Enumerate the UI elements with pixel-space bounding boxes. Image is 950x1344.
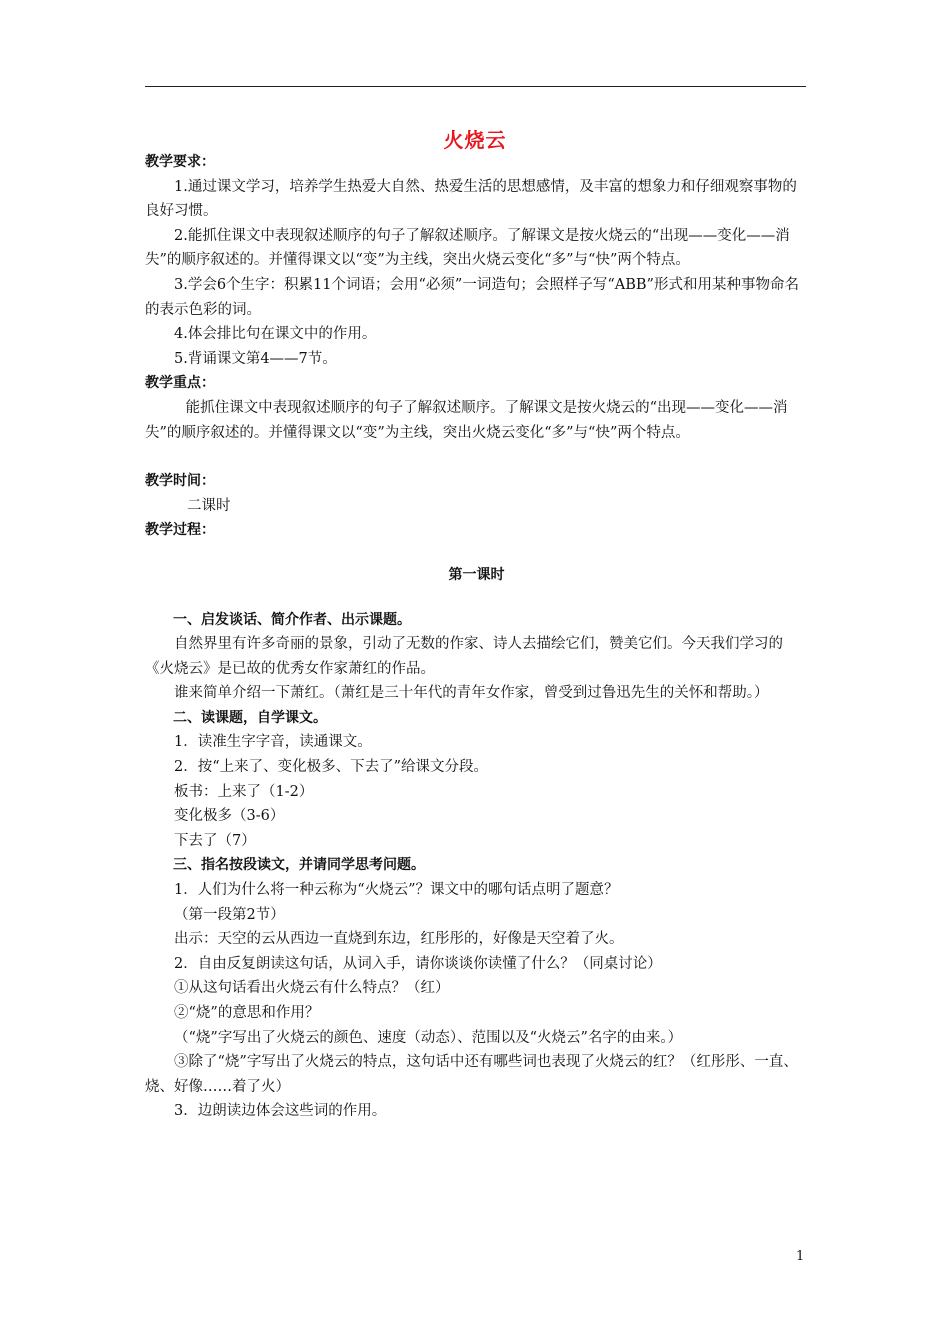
part1-heading: 一、启发谈话、简介作者、出示课题。 bbox=[173, 611, 411, 628]
part2-line: 板书：上来了（1-2） bbox=[174, 783, 314, 800]
part3-line: 2．自由反复朗读这句话，从词入手，请你谈谈你读懂了什么？（同桌讨论） bbox=[174, 955, 662, 972]
part2-heading: 二、读课题，自学课文。 bbox=[173, 709, 327, 726]
time-heading: 教学时间： bbox=[145, 473, 215, 490]
part3-heading: 三、指名按段读文，并请同学思考问题。 bbox=[173, 857, 425, 874]
part3-line: 1．人们为什么将一种云称为“火烧云”？课文中的哪句话点明了题意？ bbox=[174, 882, 619, 899]
part2-line: 下去了（7） bbox=[174, 832, 256, 849]
part2-line: 变化极多（3-6） bbox=[174, 808, 285, 825]
page-number: 1 bbox=[796, 1249, 805, 1264]
key-points-heading: 教学重点： bbox=[145, 375, 215, 392]
requirement-item: 2.能抓住课文中表现叙述顺序的句子了解叙述顺序。了解课文是按火烧云的“出现——变化——消失”的顺序叙述的。并懂得课文以“变”为主线，突出火烧云变化“多”与“快”两个特点。 bbox=[145, 227, 790, 269]
lesson-heading: 第一课时 bbox=[448, 566, 505, 583]
part3-line: ①从这句话看出火烧云有什么特点？（红） bbox=[174, 980, 450, 997]
part1-paragraph: 自然界里有许多奇丽的景象，引动了无数的作家、诗人去描绘它们，赞美它们。今天我们学习的《火烧云》是已故的优秀女作家萧红的作品。 bbox=[145, 636, 783, 677]
process-heading: 教学过程： bbox=[145, 522, 215, 539]
part3-line: 3．边朗读边体会这些词的作用。 bbox=[174, 1103, 387, 1120]
document-body bbox=[145, 150, 808, 1124]
document-title: 火烧云 bbox=[443, 128, 507, 152]
part2-line: 1．读准生字字音，读通课文。 bbox=[174, 734, 372, 751]
time-text: 二课时 bbox=[187, 497, 231, 514]
requirements-heading: 教学要求： bbox=[145, 154, 215, 170]
part2-line: 2．按“上来了、变化极多、下去了”给课文分段。 bbox=[174, 759, 489, 776]
requirement-item: 1.通过课文学习，培养学生热爱大自然、热爱生活的思想感情，及丰富的想象力和仔细观察事物的良好习惯。 bbox=[145, 178, 797, 220]
requirement-item: 3.学会6个生字：积累11个词语；会用“必须”一词造句；会照样子写“ABB”形式和用某种事物命名的表示色彩的词。 bbox=[145, 276, 799, 318]
requirement-item: 5.背诵课文第4——7节。 bbox=[174, 350, 337, 367]
key-points-text: 能抓住课文中表现叙述顺序的句子了解叙述顺序。了解课文是按火烧云的“出现——变化——消失”的顺序叙述的。并懂得课文以“变”为主线，突出火烧云变化“多”与“快”两个特点。 bbox=[145, 399, 788, 441]
part3-line: 出示：天空的云从西边一直烧到东边，红彤彤的，好像是天空着了火。 bbox=[174, 931, 624, 948]
part3-line: ②“烧”的意思和作用？ bbox=[174, 1005, 320, 1021]
part3-line: ③除了“烧”字写出了火烧云的特点，这句话中还有哪些词也表现了火烧云的红？（红彤彤、一直、烧、好像……着了火） bbox=[145, 1054, 798, 1095]
part1-paragraph: 谁来简单介绍一下萧红。（萧红是三十年代的青年女作家，曾受到过鲁迅先生的关怀和帮助。） bbox=[174, 685, 769, 702]
header-rule bbox=[145, 86, 806, 87]
part3-line: （第一段第2节） bbox=[174, 906, 285, 923]
part3-line: （“烧”字写出了火烧云的颜色、速度（动态）、范围以及“火烧云”名字的由来。） bbox=[174, 1029, 683, 1046]
requirement-item: 4.体会排比句在课文中的作用。 bbox=[174, 326, 377, 343]
